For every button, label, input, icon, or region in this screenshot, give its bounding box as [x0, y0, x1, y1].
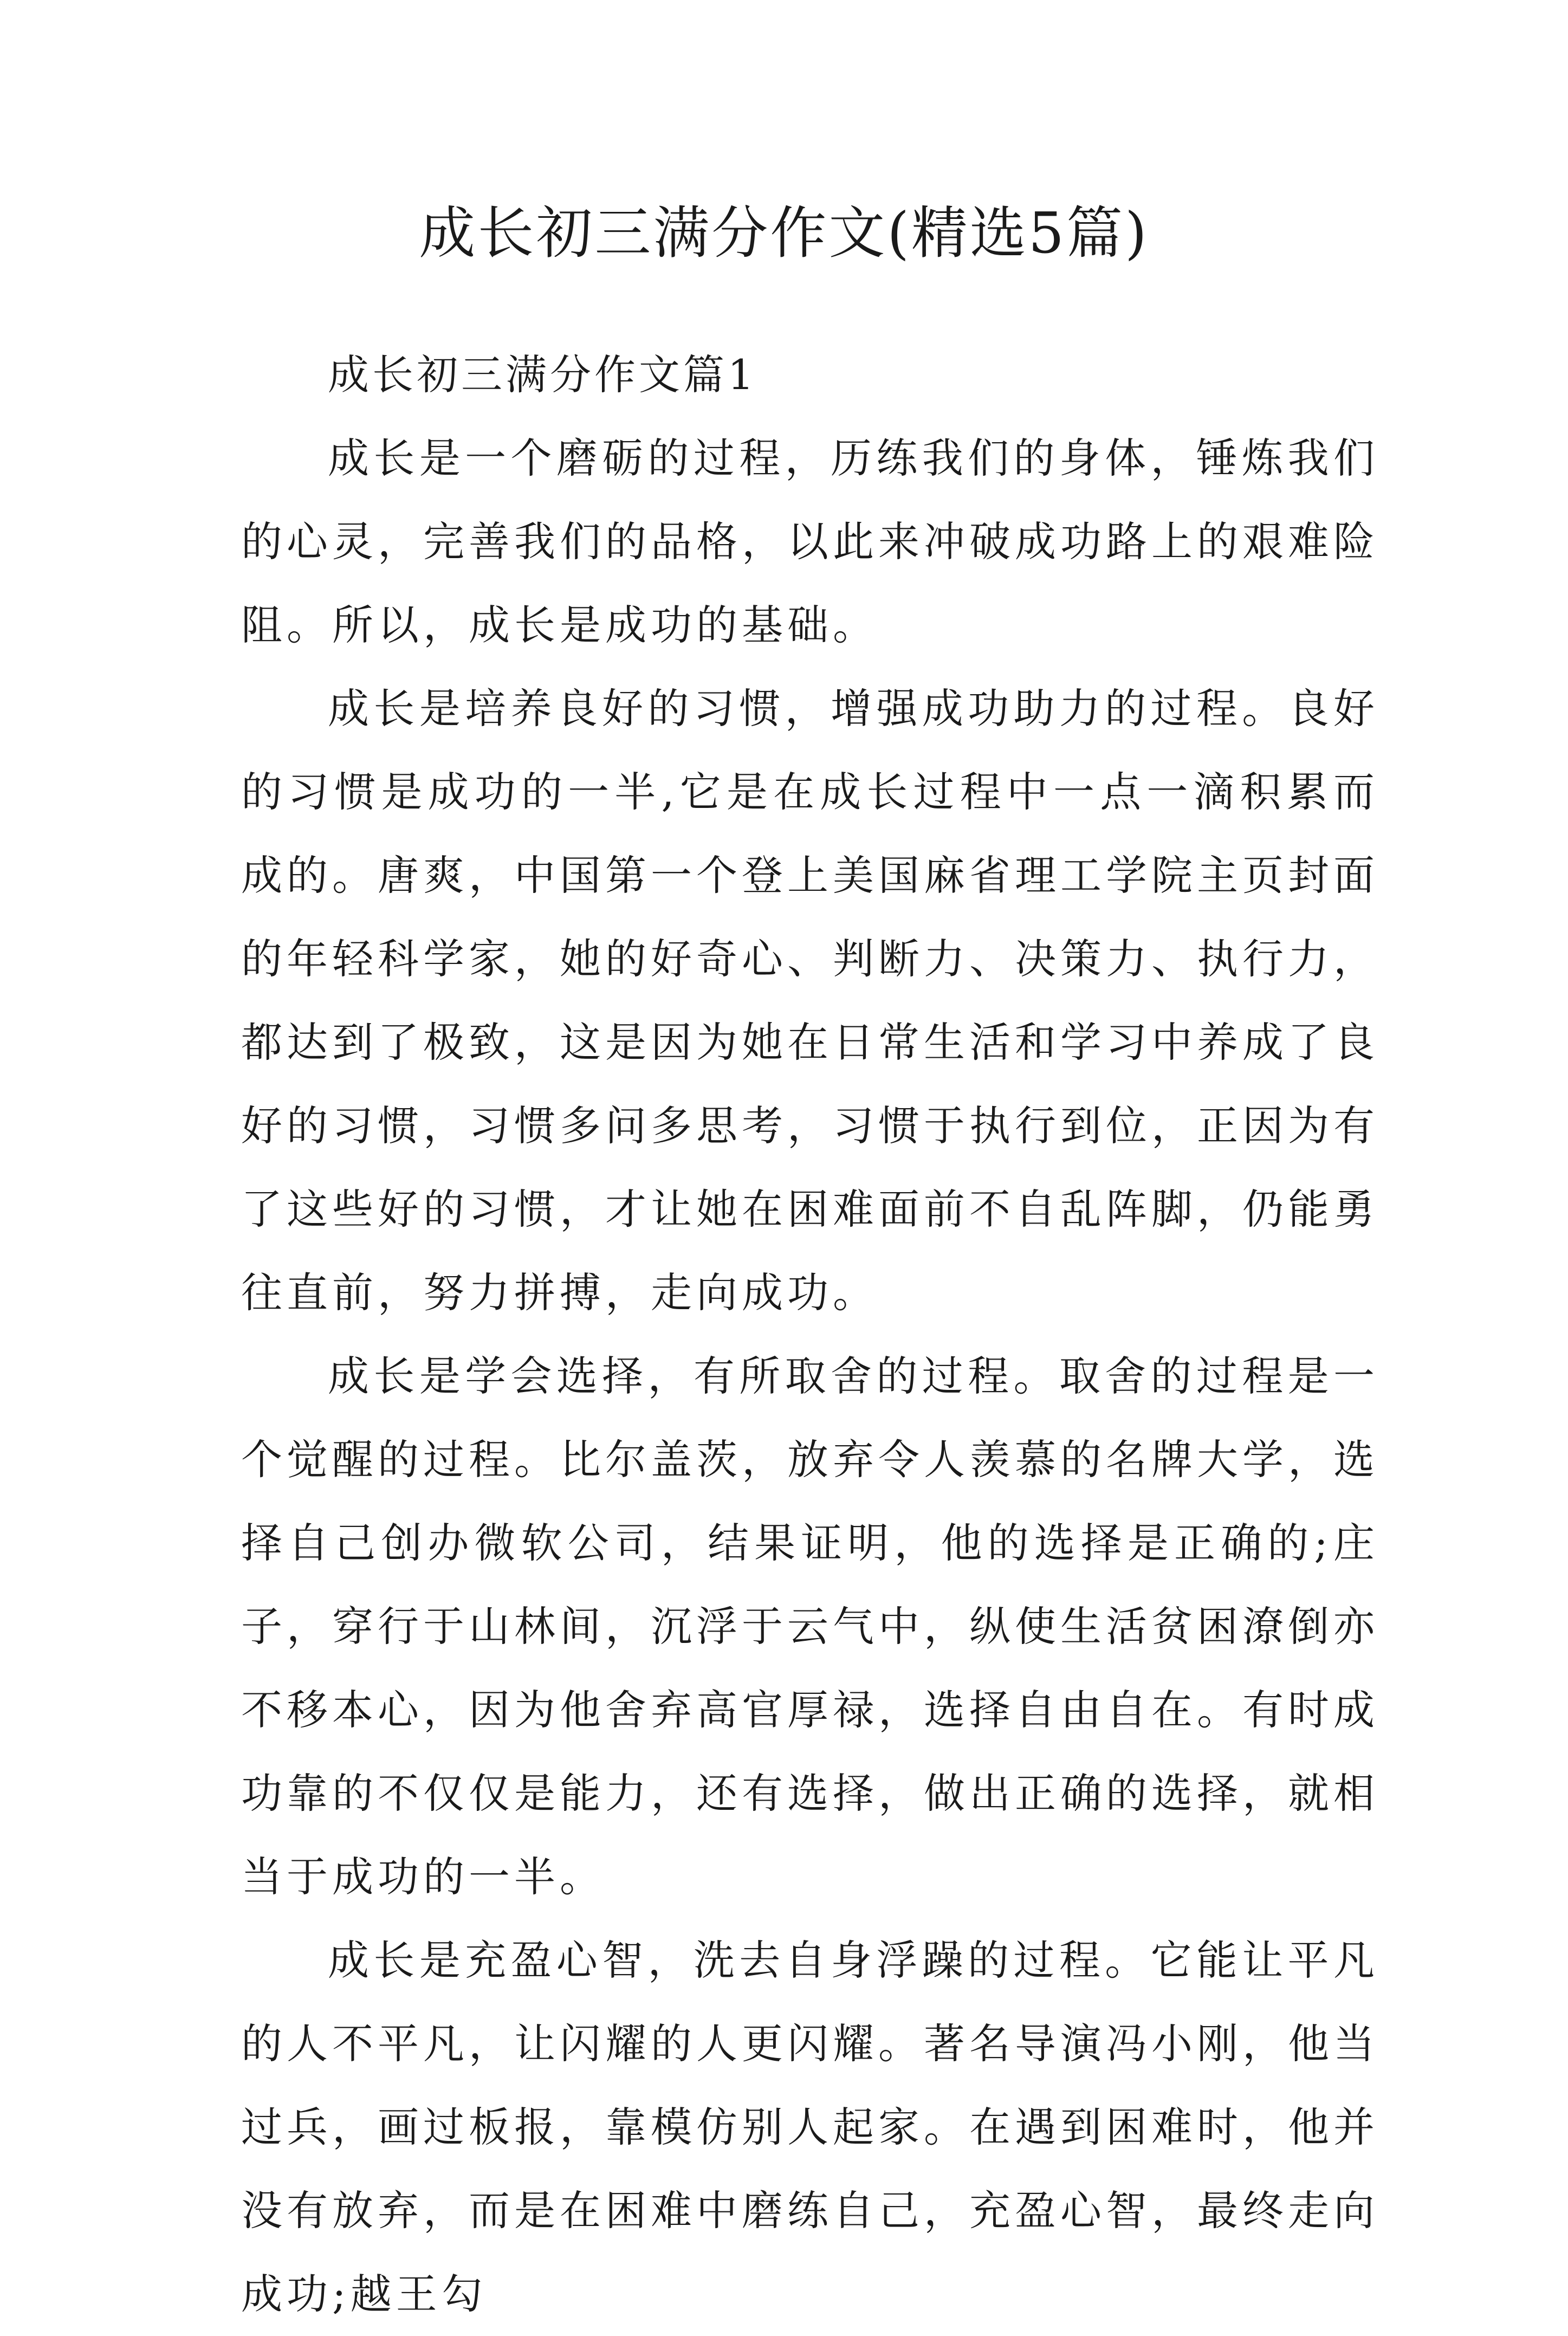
paragraph: 成长是学会选择，有所取舍的过程。取舍的过程是一个觉醒的过程。比尔盖茨，放弃令人羡慕的名牌大学，选择自己创办微软公司，结果证明，他的选择是正确的;庄子，穿行于山林间，沉浮于云气中，纵使生活贫困潦倒亦不移本心，因为他舍弃高官厚禄，选择自由自在。有时成功靠的不仅仅是能力，还有选择，做出正确的选择，就相当于成功的一半。 [241, 1352, 1379, 1901]
paragraph: 成长是培养良好的习惯，增强成功助力的过程。良好的习惯是成功的一半,它是在成长过程中一点一滴积累而成的。唐爽，中国第一个登上美国麻省理工学院主页封面的年轻科学家，她的好奇心、判断力、决策力、执行力，都达到了极致，这是因为她在日常生活和学习中养成了良好的习惯，习惯多问多思考，习惯于执行到位，正因为有了这些好的习惯，才让她在困难面前不自乱阵脚，仍能勇往直前，努力拼搏，走向成功。 [241, 684, 1379, 1317]
section-heading: 成长初三满分作文篇1 [328, 351, 757, 399]
paragraph: 成长是一个磨砺的过程，历练我们的身体，锤炼我们的心灵，完善我们的品格，以此来冲破成功路上的艰难险阻。所以，成长是成功的基础。 [241, 434, 1379, 649]
document-body [241, 333, 1379, 2336]
document-title: 成长初三满分作文(精选5篇) [419, 200, 1149, 266]
paragraph: 成长是充盈心智，洗去自身浮躁的过程。它能让平凡的人不平凡，让闪耀的人更闪耀。著名导演冯小刚，他当过兵，画过板报，靠模仿别人起家。在遇到困难时，他并没有放弃，而是在困难中磨练自己，充盈心智，最终走向成功;越王勾 [241, 1936, 1379, 2318]
